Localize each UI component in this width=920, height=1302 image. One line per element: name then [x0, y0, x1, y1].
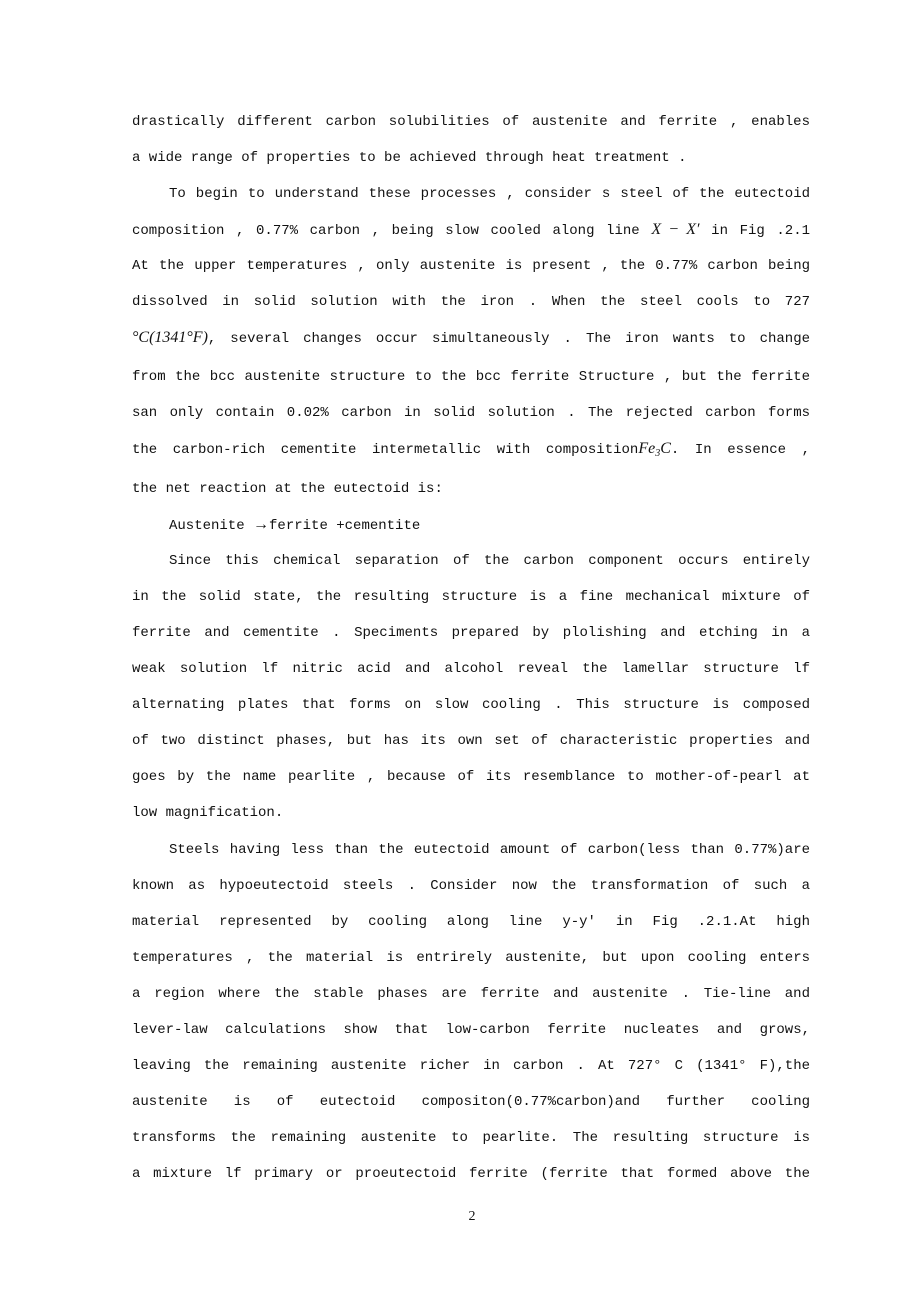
text-line: [169, 543, 810, 579]
text-line: [132, 1048, 810, 1084]
text-line: [132, 651, 810, 687]
math-expression: X − X′: [651, 221, 700, 238]
text-line: [132, 140, 810, 176]
text-line: [132, 940, 810, 976]
text-line: [132, 795, 810, 831]
line-text: of two distinct phases, but has its own set of characteristic properties and: [132, 733, 810, 749]
line-text: lever-law calculations show that low-carbon ferrite nucleates and grows,: [132, 1022, 810, 1038]
line-text: material represented by cooling along line y-y′ in Fig .2.1.At high: [132, 914, 810, 930]
line-text: a region where the stable phases are ferrite and austenite . Tie-line and: [132, 986, 810, 1002]
line-text: Steels having less than the eutectoid amount of carbon(less than 0.77%)are: [169, 842, 810, 858]
text-line: [132, 579, 810, 615]
text-line: [132, 1156, 810, 1192]
line-text: alternating plates that forms on slow cooling . This structure is composed: [132, 697, 810, 713]
text-line: [132, 320, 810, 356]
line-text: san only contain 0.02% carbon in solid solution . The rejected carbon forms: [132, 405, 810, 421]
reaction-equation: [169, 507, 810, 543]
line-text: , several changes occur simultaneously . The iron wants to change: [207, 331, 810, 347]
text-line: [132, 431, 810, 467]
line-text: transforms the remaining austenite to pearlite. The resulting structure is: [132, 1130, 810, 1146]
text-line: [132, 104, 810, 140]
text-line: [132, 471, 810, 507]
line-text: drastically different carbon solubilities of austenite and ferrite , enables: [132, 114, 810, 130]
text-line: [132, 904, 810, 940]
line-text: in the solid state, the resulting structure is a fine mechanical mixture of: [132, 589, 810, 605]
text-line: [132, 868, 810, 904]
line-text: At the upper temperatures , only austenite is present , the 0.77% carbon being: [132, 258, 810, 274]
line-text: dissolved in solid solution with the iron . When the steel cools to 727: [132, 294, 810, 310]
text-line: [132, 359, 810, 395]
text-line: [132, 284, 810, 320]
text-line: [132, 248, 810, 284]
line-text: leaving the remaining austenite richer in carbon . At 727° C (1341° F),the: [132, 1058, 810, 1074]
line-text: goes by the name pearlite , because of its resemblance to mother-of-pearl at: [132, 769, 810, 785]
line-text: temperatures , the material is entrirely austenite, but upon cooling enters: [132, 950, 810, 966]
text-line: [132, 1120, 810, 1156]
line-text: weak solution lf nitric acid and alcohol reveal the lamellar structure lf: [132, 661, 810, 677]
line-text: from the bcc austenite structure to the bcc ferrite Structure , but the ferrite: [132, 369, 810, 385]
line-text: low magnification.: [132, 805, 284, 821]
text-line: [132, 212, 810, 248]
formula-tail: C: [660, 440, 671, 457]
text-line: [169, 176, 810, 212]
formula-subscript: 3: [655, 448, 661, 459]
text-line: [132, 1012, 810, 1048]
line-text: known as hypoeutectoid steels . Consider now the transformation of such a: [132, 878, 810, 894]
line-text: ferrite +cementite: [269, 518, 421, 534]
text-line: [132, 395, 810, 431]
line-text: in Fig .2.1: [711, 223, 810, 239]
formula-base: Fe: [638, 440, 656, 457]
line-text: Since this chemical separation of the carbon component occurs entirely: [169, 553, 810, 569]
chemical-formula: [638, 440, 671, 457]
line-text: a wide range of properties to be achieved through heat treatment .: [132, 150, 687, 166]
arrow-icon: →: [253, 516, 270, 533]
line-text: composition , 0.77% carbon , being slow cooled along line: [132, 223, 640, 239]
line-text: Austenite: [169, 518, 245, 534]
line-text: austenite is of eutectoid compositon(0.77%carbon)and further cooling: [132, 1094, 810, 1110]
text-line: [132, 759, 810, 795]
page-number: 2: [468, 1209, 476, 1224]
math-expression: °C(1341°F): [132, 329, 208, 346]
text-line: [132, 615, 810, 651]
text-line: [169, 832, 810, 868]
line-text: ferrite and cementite . Speciments prepared by plolishing and etching in a: [132, 625, 810, 641]
line-text: the net reaction at the eutectoid is:: [132, 481, 443, 497]
text-line: [132, 1084, 810, 1120]
text-line: [132, 723, 810, 759]
text-line: [132, 976, 810, 1012]
line-text: To begin to understand these processes , consider s steel of the eutectoid: [169, 186, 810, 202]
line-text: a mixture lf primary or proeutectoid ferrite (ferrite that formed above the: [132, 1166, 810, 1182]
line-text: the carbon-rich cementite intermetallic with composition: [132, 442, 639, 458]
text-line: [132, 687, 810, 723]
line-text: . In essence ,: [670, 442, 810, 458]
